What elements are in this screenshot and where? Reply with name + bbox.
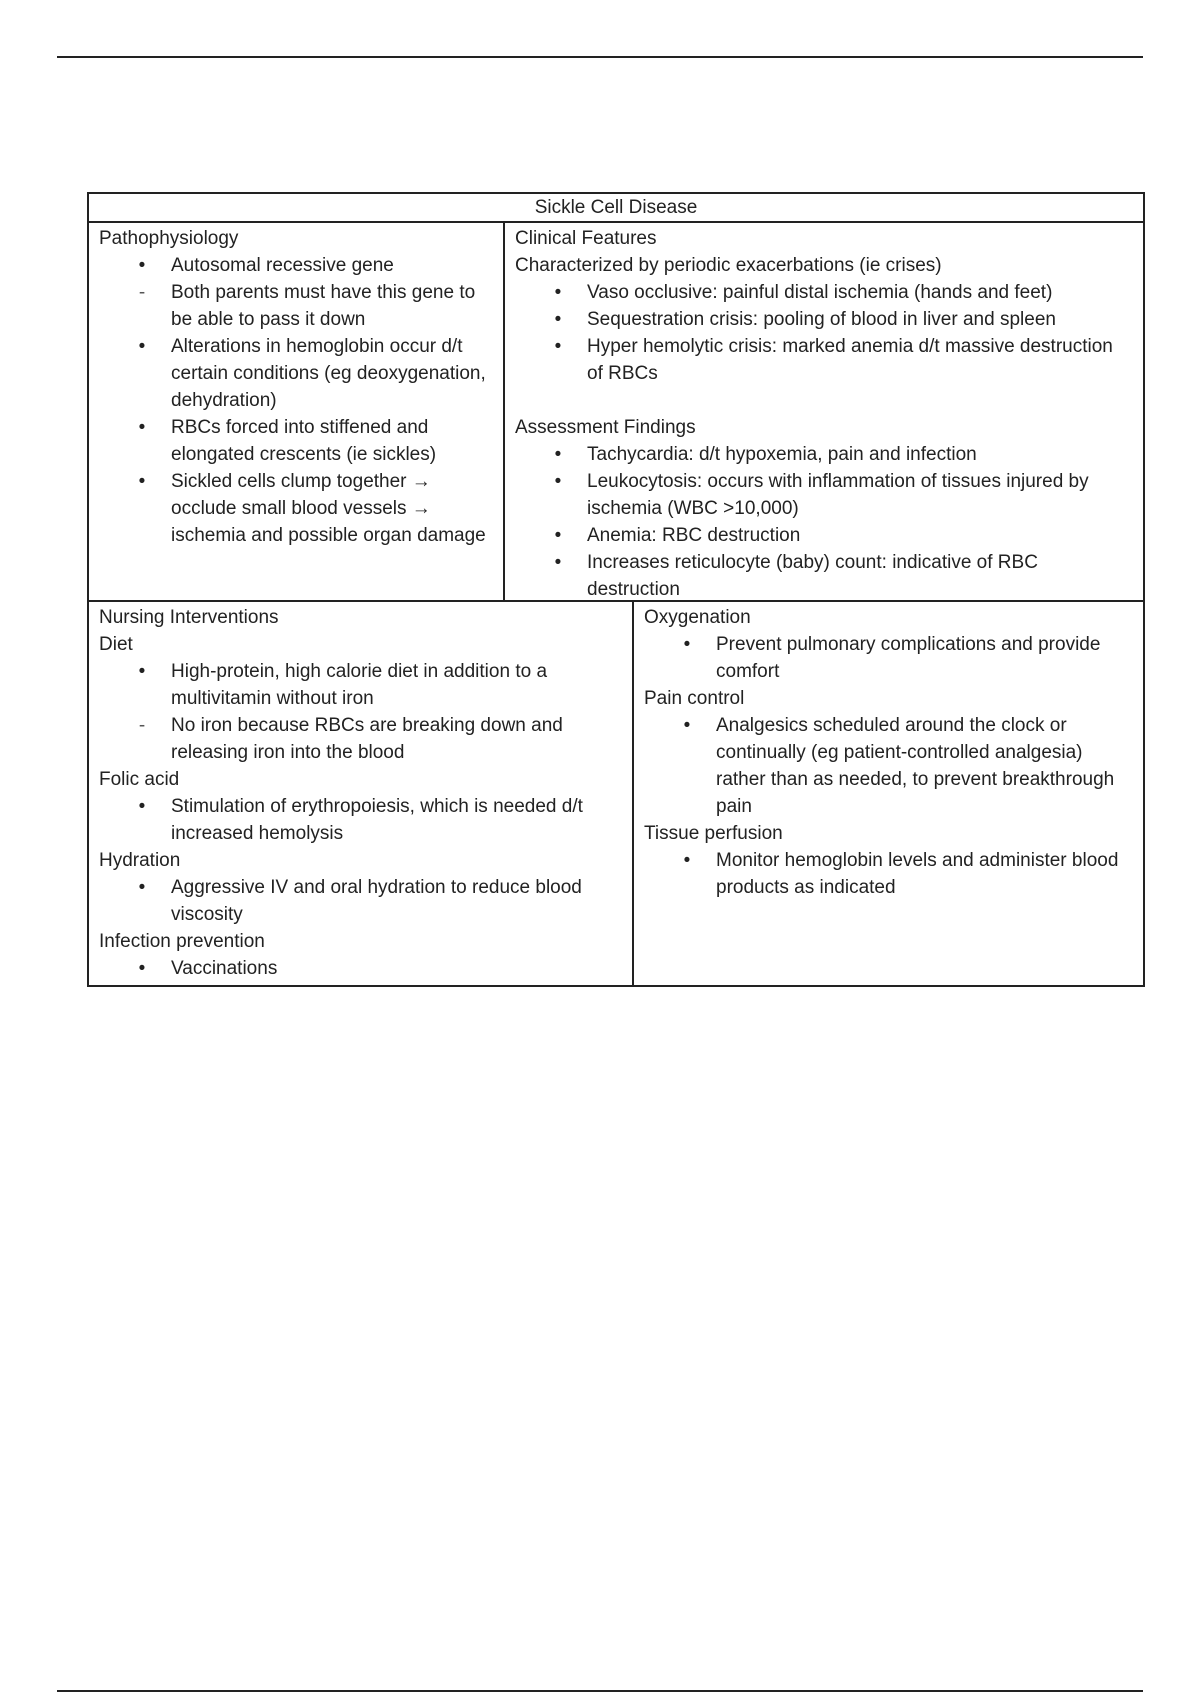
bullet-marker: [135, 793, 149, 820]
care-cell: [634, 602, 1143, 985]
bullet-marker: [551, 306, 565, 333]
list-item-text: Sequestration crisis: pooling of blood in liver and spleen: [587, 309, 1056, 330]
table-row-bottom: [89, 602, 1143, 985]
table-title: Sickle Cell Disease: [89, 194, 1143, 223]
list-item-text: Both parents must have this gene to be able to pass it down: [171, 282, 476, 330]
table-row-top: [89, 223, 1143, 602]
list-item: [99, 712, 622, 766]
tissue-perfusion-heading: Tissue perfusion: [644, 823, 783, 844]
list-item-text: Hyper hemolytic crisis: marked anemia d/t massive destruction of RBCs: [587, 336, 1113, 384]
pain-control-heading: Pain control: [644, 688, 745, 709]
infection-prevention-heading: Infection prevention: [99, 931, 265, 952]
bullet-marker: [551, 549, 565, 576]
list-item-text: Alterations in hemoglobin occur d/t certain conditions (eg deoxygenation, dehydration): [171, 336, 486, 411]
list-item: [99, 279, 493, 333]
dash-marker: [135, 279, 149, 306]
list-item-text: Prevent pulmonary complications and provide comfort: [716, 634, 1101, 682]
bullet-marker: [680, 631, 694, 658]
pain-control-list: [644, 712, 1133, 820]
bullet-marker: [135, 468, 149, 495]
nursing-interventions-heading: Nursing Interventions: [99, 607, 279, 628]
bullet-marker: [135, 414, 149, 441]
folic-acid-list: [99, 793, 622, 847]
list-item: [644, 712, 1133, 820]
oxygenation-heading: Oxygenation: [644, 607, 751, 628]
list-item: [99, 955, 622, 982]
list-item: [515, 306, 1133, 333]
summary-table: [87, 192, 1145, 987]
bullet-marker: [551, 279, 565, 306]
list-item-text: Sickled cells clump together → occlude small blood vessels → ischemia and possible organ damage: [171, 471, 486, 546]
bullet-marker: [680, 847, 694, 874]
crises-list: [515, 279, 1133, 387]
pathophysiology-heading: Pathophysiology: [99, 228, 239, 249]
bullet-marker: [551, 468, 565, 495]
list-item: [515, 468, 1133, 522]
diet-list: [99, 658, 622, 766]
list-item-text: Vaccinations: [171, 958, 278, 979]
clinical-features-intro: Characterized by periodic exacerbations (ie crises): [515, 255, 942, 276]
oxygenation-list: [644, 631, 1133, 685]
infection-prevention-list: [99, 955, 622, 982]
bullet-marker: [135, 658, 149, 685]
clinical-features-heading: Clinical Features: [515, 228, 657, 249]
list-item: [515, 549, 1133, 603]
list-item-text: Increases reticulocyte (baby) count: indicative of RBC destruction: [587, 552, 1038, 600]
footer-rule: [57, 1690, 1143, 1692]
list-item: [644, 631, 1133, 685]
list-item-text: Aggressive IV and oral hydration to reduce blood viscosity: [171, 877, 582, 925]
list-item-text: Vaso occlusive: painful distal ischemia (hands and feet): [587, 282, 1053, 303]
bullet-marker: [135, 252, 149, 279]
list-item-text: Stimulation of erythropoiesis, which is needed d/t increased hemolysis: [171, 796, 583, 844]
diet-heading: Diet: [99, 634, 133, 655]
list-item: [99, 414, 493, 468]
list-item: [99, 874, 622, 928]
bullet-marker: [135, 333, 149, 360]
header-rule: [57, 56, 1143, 58]
pathophysiology-cell: [89, 223, 505, 600]
list-item: [515, 441, 1133, 468]
bullet-marker: [135, 955, 149, 982]
list-item-text: Analgesics scheduled around the clock or continually (eg patient-controlled analgesia) rather than as needed, to prevent breakthrough pain: [716, 715, 1115, 817]
bullet-marker: [135, 874, 149, 901]
list-item: [99, 333, 493, 414]
list-item-text: Tachycardia: d/t hypoxemia, pain and infection: [587, 444, 977, 465]
list-item-text: No iron because RBCs are breaking down and releasing iron into the blood: [171, 715, 563, 763]
list-item: [99, 252, 493, 279]
tissue-perfusion-list: [644, 847, 1133, 901]
folic-acid-heading: Folic acid: [99, 769, 180, 790]
list-item: [515, 333, 1133, 387]
list-item: [644, 847, 1133, 901]
list-item-text: RBCs forced into stiffened and elongated crescents (ie sickles): [171, 417, 437, 465]
list-item: [515, 522, 1133, 549]
list-item-text: Leukocytosis: occurs with inflammation of tissues injured by ischemia (WBC >10,000): [587, 471, 1089, 519]
bullet-marker: [551, 522, 565, 549]
bullet-marker: [551, 333, 565, 360]
list-item-text: Autosomal recessive gene: [171, 255, 394, 276]
nursing-interventions-cell: [89, 602, 634, 985]
list-item: [515, 279, 1133, 306]
list-item-text: Monitor hemoglobin levels and administer blood products as indicated: [716, 850, 1119, 898]
list-item: [99, 468, 493, 549]
list-item: [99, 658, 622, 712]
list-item-text: High-protein, high calorie diet in addition to a multivitamin without iron: [171, 661, 548, 709]
list-item: [99, 793, 622, 847]
assessment-findings-heading: Assessment Findings: [515, 417, 696, 438]
bullet-marker: [680, 712, 694, 739]
list-item-text: Anemia: RBC destruction: [587, 525, 801, 546]
bullet-marker: [551, 441, 565, 468]
pathophysiology-list: [99, 252, 493, 549]
assessment-list: [515, 441, 1133, 603]
hydration-heading: Hydration: [99, 850, 181, 871]
spacer: [515, 387, 1133, 414]
dash-marker: [135, 712, 149, 739]
hydration-list: [99, 874, 622, 928]
clinical-features-cell: [505, 223, 1143, 600]
